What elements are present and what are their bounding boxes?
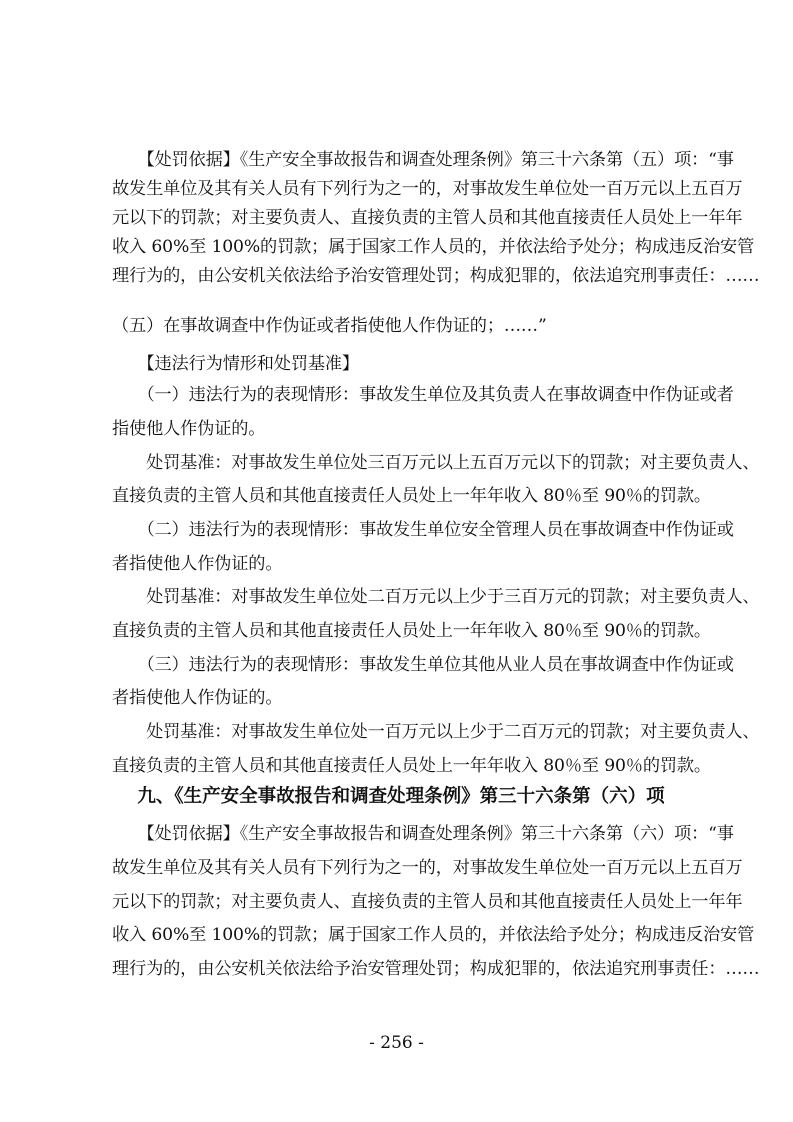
text-line: 者指使他人作伪证的。 — [112, 688, 283, 708]
text-line: 处罚基准：对事故发生单位处一百万元以上少于二百万元的罚款；对主要负责人、 — [112, 722, 760, 742]
text-line: 收入 60%至 100%的罚款；属于国家工作人员的，并依法给予处分；构成违反治安管 — [112, 925, 755, 945]
text-line: 故发生单位及其有关人员有下列行为之一的，对事故发生单位处一百万元以上五百万 — [112, 179, 743, 199]
text-line: 指使他人作伪证的。 — [112, 419, 266, 439]
section-heading: 九、《生产安全事故报告和调查处理条例》第三十六条第（六）项 — [137, 786, 665, 807]
text-line: 理行为的，由公安机关依法给予治安管理处罚；构成犯罪的，依法追究刑事责任：…… — [112, 266, 760, 286]
text-line: 直接负责的主管人员和其他直接责任人员处上一年年收入 80％至 90％的罚款。 — [112, 756, 711, 776]
text-line: 元以下的罚款；对主要负责人、直接负责的主管人员和其他直接责任人员处上一年年 — [112, 208, 743, 228]
text-line: 直接负责的主管人员和其他直接责任人员处上一年年收入 80％至 90％的罚款。 — [112, 486, 711, 506]
text-line: 处罚基准：对事故发生单位处三百万元以上五百万元以下的罚款；对主要负责人、 — [112, 453, 760, 473]
text-line: 故发生单位及其有关人员有下列行为之一的，对事故发生单位处一百万元以上五百万 — [112, 858, 743, 878]
text-line: 元以下的罚款；对主要负责人、直接负责的主管人员和其他直接责任人员处上一年年 — [112, 892, 743, 912]
text-line: 【处罚依据】《生产安全事故报告和调查处理条例》第三十六条第（五）项：“事 — [112, 150, 734, 170]
page-number: - 256 - — [369, 1033, 424, 1053]
text-line: 者指使他人作伪证的。 — [112, 554, 283, 574]
text-line: 收入 60%至 100%的罚款；属于国家工作人员的，并依法给予处分；构成违反治安管 — [112, 237, 755, 257]
text-line: 理行为的，由公安机关依法给予治安管理处罚；构成犯罪的，依法追究刑事责任：…… — [112, 959, 760, 979]
text-line: （五）在事故调查中作伪证或者指使他人作伪证的；……” — [112, 316, 547, 336]
text-line: 【处罚依据】《生产安全事故报告和调查处理条例》第三十六条第（六）项：“事 — [112, 824, 734, 844]
text-line: （三）违法行为的表现情形：事故发生单位其他从业人员在事故调查中作伪证或 — [112, 655, 734, 675]
text-line: 直接负责的主管人员和其他直接责任人员处上一年年收入 80％至 90％的罚款。 — [112, 621, 711, 641]
text-line: （一）违法行为的表现情形：事故发生单位及其负责人在事故调查中作伪证或者 — [112, 385, 734, 405]
text-line: 【违法行为情形和处罚基准】 — [112, 354, 359, 374]
text-line: （二）违法行为的表现情形：事故发生单位安全管理人员在事故调查中作伪证或 — [112, 520, 734, 540]
text-line: 处罚基准：对事故发生单位处二百万元以上少于三百万元的罚款；对主要负责人、 — [112, 587, 760, 607]
